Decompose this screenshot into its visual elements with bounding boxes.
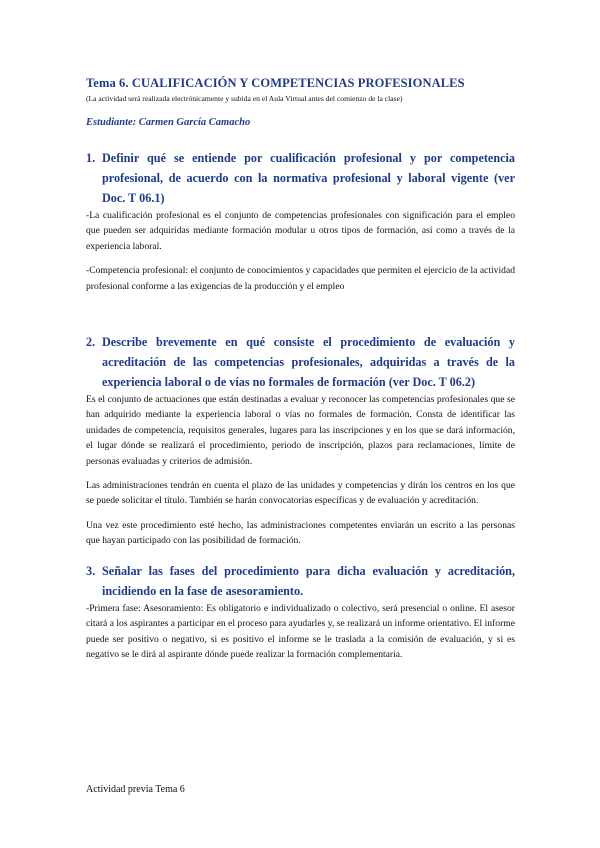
section-2-paragraph-2: Las administraciones tendrán en cuenta el plazo de las unidades y competencias y dirán los centros en los que se puede solicitar el título. También se harán convocatorias específicas y de evaluación y acreditación. (86, 480, 515, 507)
document-page (86, 76, 515, 662)
section-1-heading-text: Definir qué se entiende por cualificación profesional y por competencia profesional, de acuerdo con la normativa profesional y laboral vigente (ver Doc. T 06.1) (102, 151, 515, 205)
section-3-paragraph-1: -Primera fase: Asesoramiento: Es obligatorio e individualizado o colectivo, será presencial o online. El asesor citará a los aspirantes a participar en el proceso para ayudarles y, se realizará un informe orientativo. El informe puede ser positivo o negativo, si es positivo el informe se le traslada a la comisión de evaluación, y si es negativo se le dirá al aspirante dónde puede realizar la formación complementaria. (86, 602, 515, 660)
section-2 (86, 332, 515, 549)
document-title: Tema 6. CUALIFICACIÓN Y COMPETENCIAS PROFESIONALES (86, 76, 465, 90)
section-1-paragraph-1: -La cualificación profesional es el conjunto de competencias profesionales con significación para el empleo que pueden ser adquiridas mediante formación modular u otros tipos de formación, así como a través de la experiencia laboral. (86, 210, 515, 252)
section-2-heading-text: Describe brevemente en qué consiste el procedimiento de evaluación y acreditación de las competencias profesionales, adquiridas a través de la experiencia laboral o de vías no formales de formación (ver Doc. T 06.2) (102, 335, 515, 390)
section-1 (86, 148, 515, 294)
section-3-number: 3. (86, 563, 96, 578)
document-subtitle: (La actividad será realizada electrónicamente y subida en el Aula Virtual antes del comienzo de la clase) (86, 94, 403, 103)
page-footer: Actividad previa Tema 6 (86, 784, 185, 795)
section-3 (86, 561, 515, 663)
section-1-paragraph-2: -Competencia profesional: el conjunto de conocimientos y capacidades que permiten el ejercicio de la actividad profesional conforme a las exigencias de la producción y el empleo (86, 265, 515, 292)
section-1-number: 1. (86, 151, 96, 165)
section-2-paragraph-1: Es el conjunto de actuaciones que están destinadas a evaluar y reconocer las competencias profesionales que se han adquirido mediante la experiencia laboral o vías no formales de formación. Consta de identificar las unidades de competencia, requisitos generales, lugares para las inscripciones y en los que se dará información, el lugar dónde se realizará el procedimiento, periodo de inscripción, plazos para reclamaciones, límite de personas evaluadas y criterios de admisión. (86, 394, 515, 467)
student-name: Estudiante: Carmen García Camacho (86, 117, 251, 128)
section-2-heading (86, 332, 515, 392)
section-1-heading (86, 148, 515, 208)
section-3-heading (86, 561, 515, 601)
section-2-paragraph-3: Una vez este procedimiento esté hecho, las administraciones competentes enviarán un escrito a las personas que hayan participado con las posibilidad de formación. (86, 519, 515, 547)
section-3-heading-text: Señalar las fases del procedimiento para dicha evaluación y acreditación, incidiendo en la fase de asesoramiento. (102, 563, 515, 598)
section-2-number: 2. (86, 335, 96, 350)
